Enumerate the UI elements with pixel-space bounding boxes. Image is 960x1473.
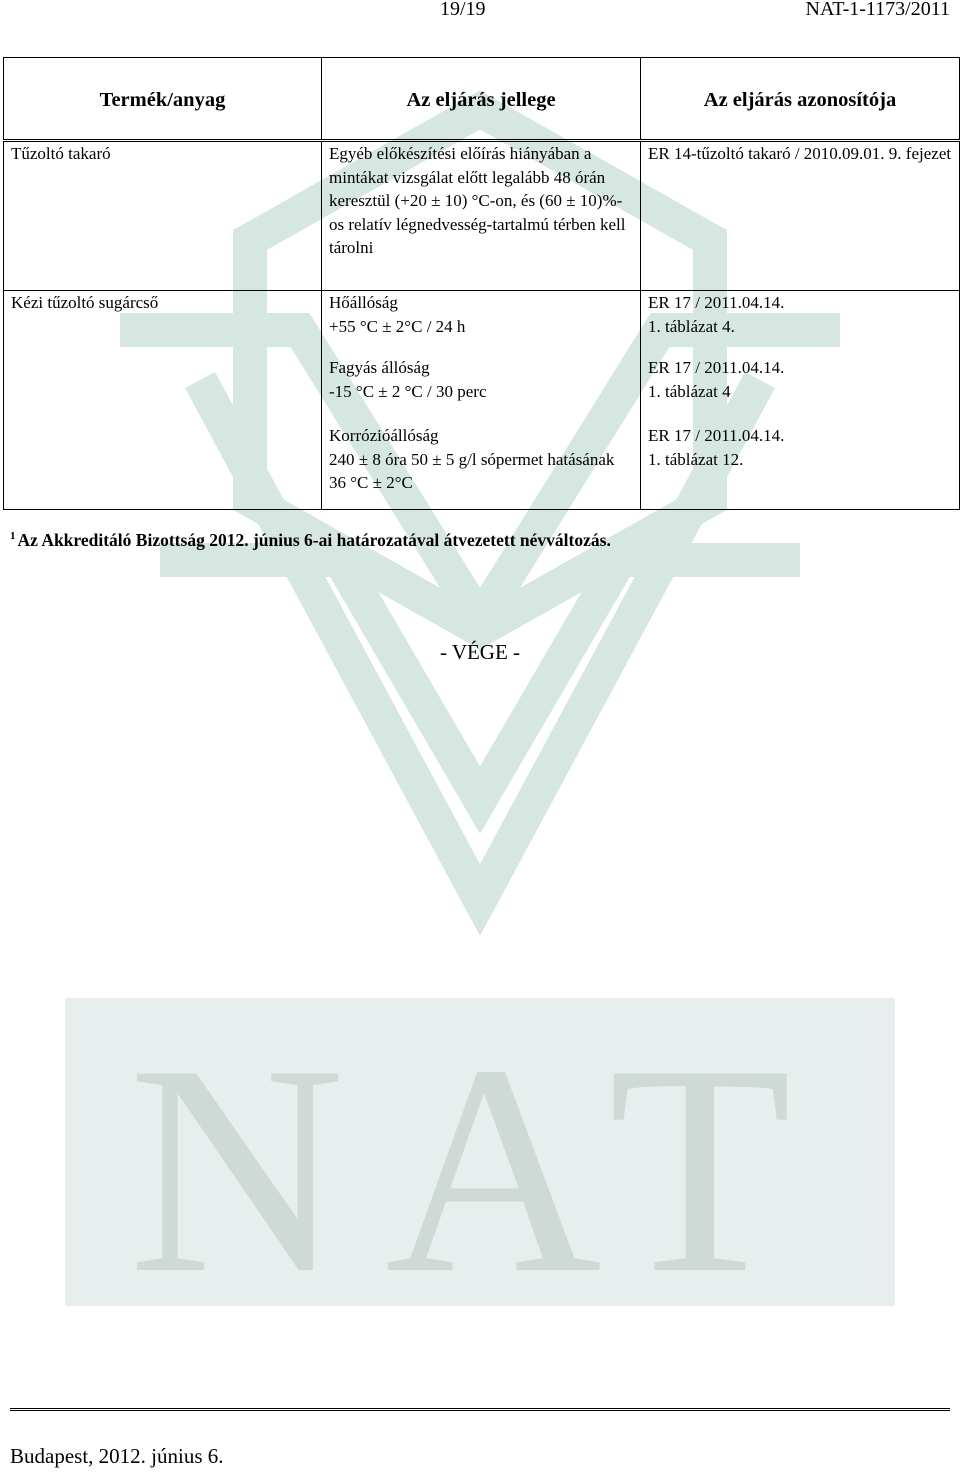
- footnote-text: Az Akkreditáló Bizottság 2012. június 6-ai határozatával átvezetett névváltozás.: [17, 530, 611, 550]
- procedure-detail: 240 ± 8 óra 50 ± 5 g/l sópermet hatásának 36 °C ± 2°C: [329, 449, 615, 492]
- end-mark: - VÉGE -: [439, 640, 521, 664]
- identifier-line: ER 17 / 2011.04.14.: [648, 358, 785, 377]
- procedure-detail: -15 °C ± 2 °C / 30 perc: [329, 381, 487, 401]
- identifier-cell: [641, 424, 960, 510]
- table-row: [4, 291, 960, 357]
- column-header-identifier: Az eljárás azonosítója: [641, 58, 960, 141]
- procedure-cell: [322, 424, 641, 510]
- identifier-cell: [641, 291, 960, 357]
- footnote: [10, 530, 611, 551]
- procedure-title: Hőállóság: [329, 293, 398, 312]
- procedure-cell: [322, 356, 641, 424]
- table-row: [4, 141, 960, 291]
- identifier-line: 1. táblázat 4: [648, 381, 731, 401]
- page-number: 19/19: [440, 0, 486, 20]
- footer-city-date: Budapest, 2012. június 6.: [10, 1444, 224, 1468]
- nat-logo-letters: NAT: [128, 1003, 832, 1335]
- product-cell: Tűzoltó takaró: [4, 141, 322, 291]
- procedure-title: Korrózióállóság: [329, 426, 439, 445]
- procedure-cell: Egyéb előkészítési előírás hiányában a mintákat vizsgálat előtt legalább 48 órán keresztül (+20 ± 10) °C-on, és (60 ± 10)%-os relatív légnedvesség-tartalmú térben kell tárolni: [322, 141, 641, 291]
- column-header-procedure: Az eljárás jellege: [322, 58, 641, 141]
- identifier-line: 1. táblázat 12.: [648, 449, 744, 469]
- identifier-cell: ER 14-tűzoltó takaró / 2010.09.01. 9. fejezet: [641, 141, 960, 291]
- procedure-cell: [322, 291, 641, 357]
- procedure-title: Fagyás állóság: [329, 358, 430, 377]
- procedure-table: [3, 57, 960, 510]
- table-header-row: [4, 58, 960, 141]
- product-cell: Kézi tűzoltó sugárcső: [4, 291, 322, 510]
- footer-divider: [10, 1408, 950, 1411]
- identifier-line: ER 17 / 2011.04.14.: [648, 293, 785, 312]
- page-header: [0, 0, 960, 26]
- identifier-line: 1. táblázat 4.: [648, 316, 735, 336]
- document-id: NAT-1-1173/2011: [805, 0, 950, 20]
- identifier-cell: [641, 356, 960, 424]
- footnote-marker: 1: [10, 530, 16, 543]
- procedure-detail: +55 °C ± 2°C / 24 h: [329, 316, 466, 336]
- identifier-line: ER 17 / 2011.04.14.: [648, 426, 785, 445]
- column-header-product: Termék/anyag: [4, 58, 322, 141]
